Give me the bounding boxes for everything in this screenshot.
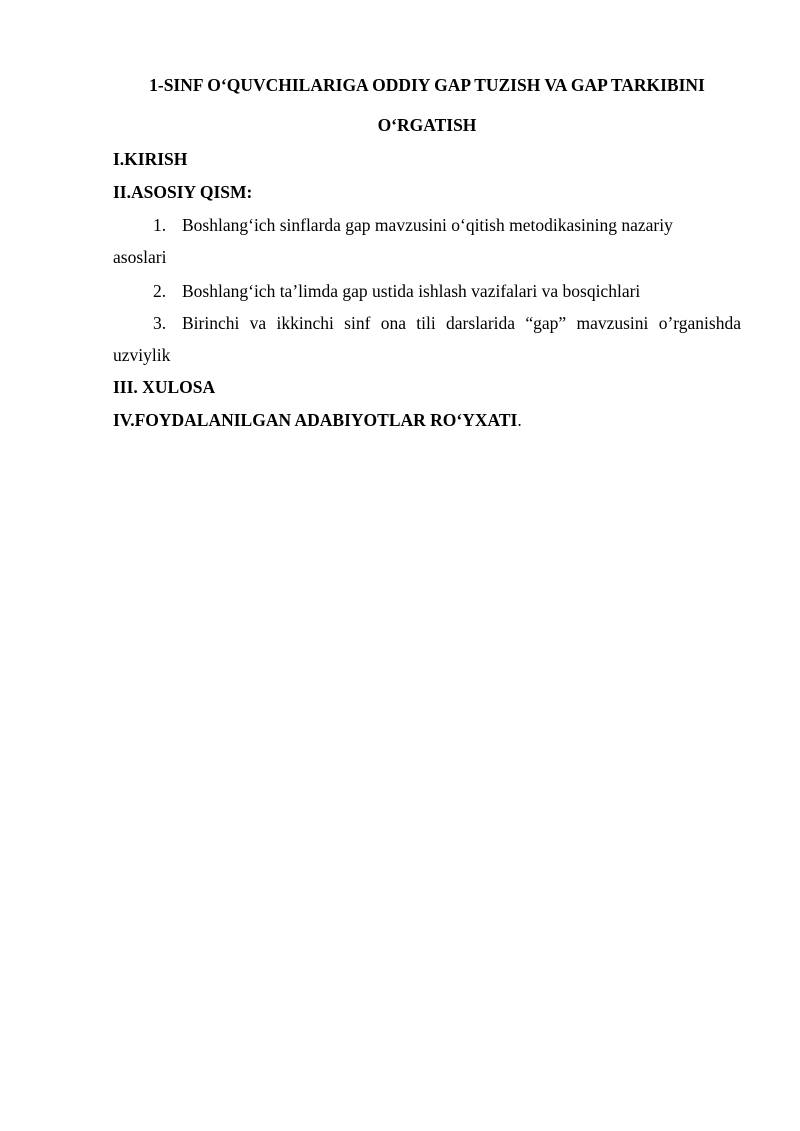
list-item-3: [153, 313, 741, 333]
section-heading-references-line: [113, 410, 522, 430]
list-item-text: Boshlang‘ich sinflarda gap mavzusini o‘qitish metodikasining nazariy: [182, 215, 673, 235]
document-title-line-1: 1-SINF O‘QUVCHILARIGA ODDIY GAP TUZISH VA GAP TARKIBINI: [149, 75, 705, 95]
section-heading-main-part: II.ASOSIY QISM:: [113, 182, 253, 202]
section-heading-introduction: I.KIRISH: [113, 149, 188, 169]
document-title-line-2: O‘RGATISH: [377, 115, 477, 135]
section-heading-references: IV.FOYDALANILGAN ADABIYOTLAR RO‘YXATI: [113, 410, 518, 430]
list-item-3-continuation: uzviylik: [113, 345, 171, 365]
list-item-2: [153, 281, 640, 301]
references-punctuation: .: [517, 410, 522, 430]
list-item-number: 1.: [153, 215, 167, 235]
list-item-1: [153, 215, 673, 235]
section-heading-conclusion: III. XULOSA: [113, 377, 216, 397]
list-item-text: Boshlang‘ich ta’limda gap ustida ishlash vazifalari va bosqichlari: [182, 281, 641, 301]
list-item-text: Birinchi va ikkinchi sinf ona tili darslarida “gap” mavzusini o’rganishda: [182, 313, 741, 333]
list-item-number: 2.: [153, 281, 167, 301]
list-item-1-continuation: asoslari: [113, 247, 167, 267]
list-item-number: 3.: [153, 313, 167, 333]
